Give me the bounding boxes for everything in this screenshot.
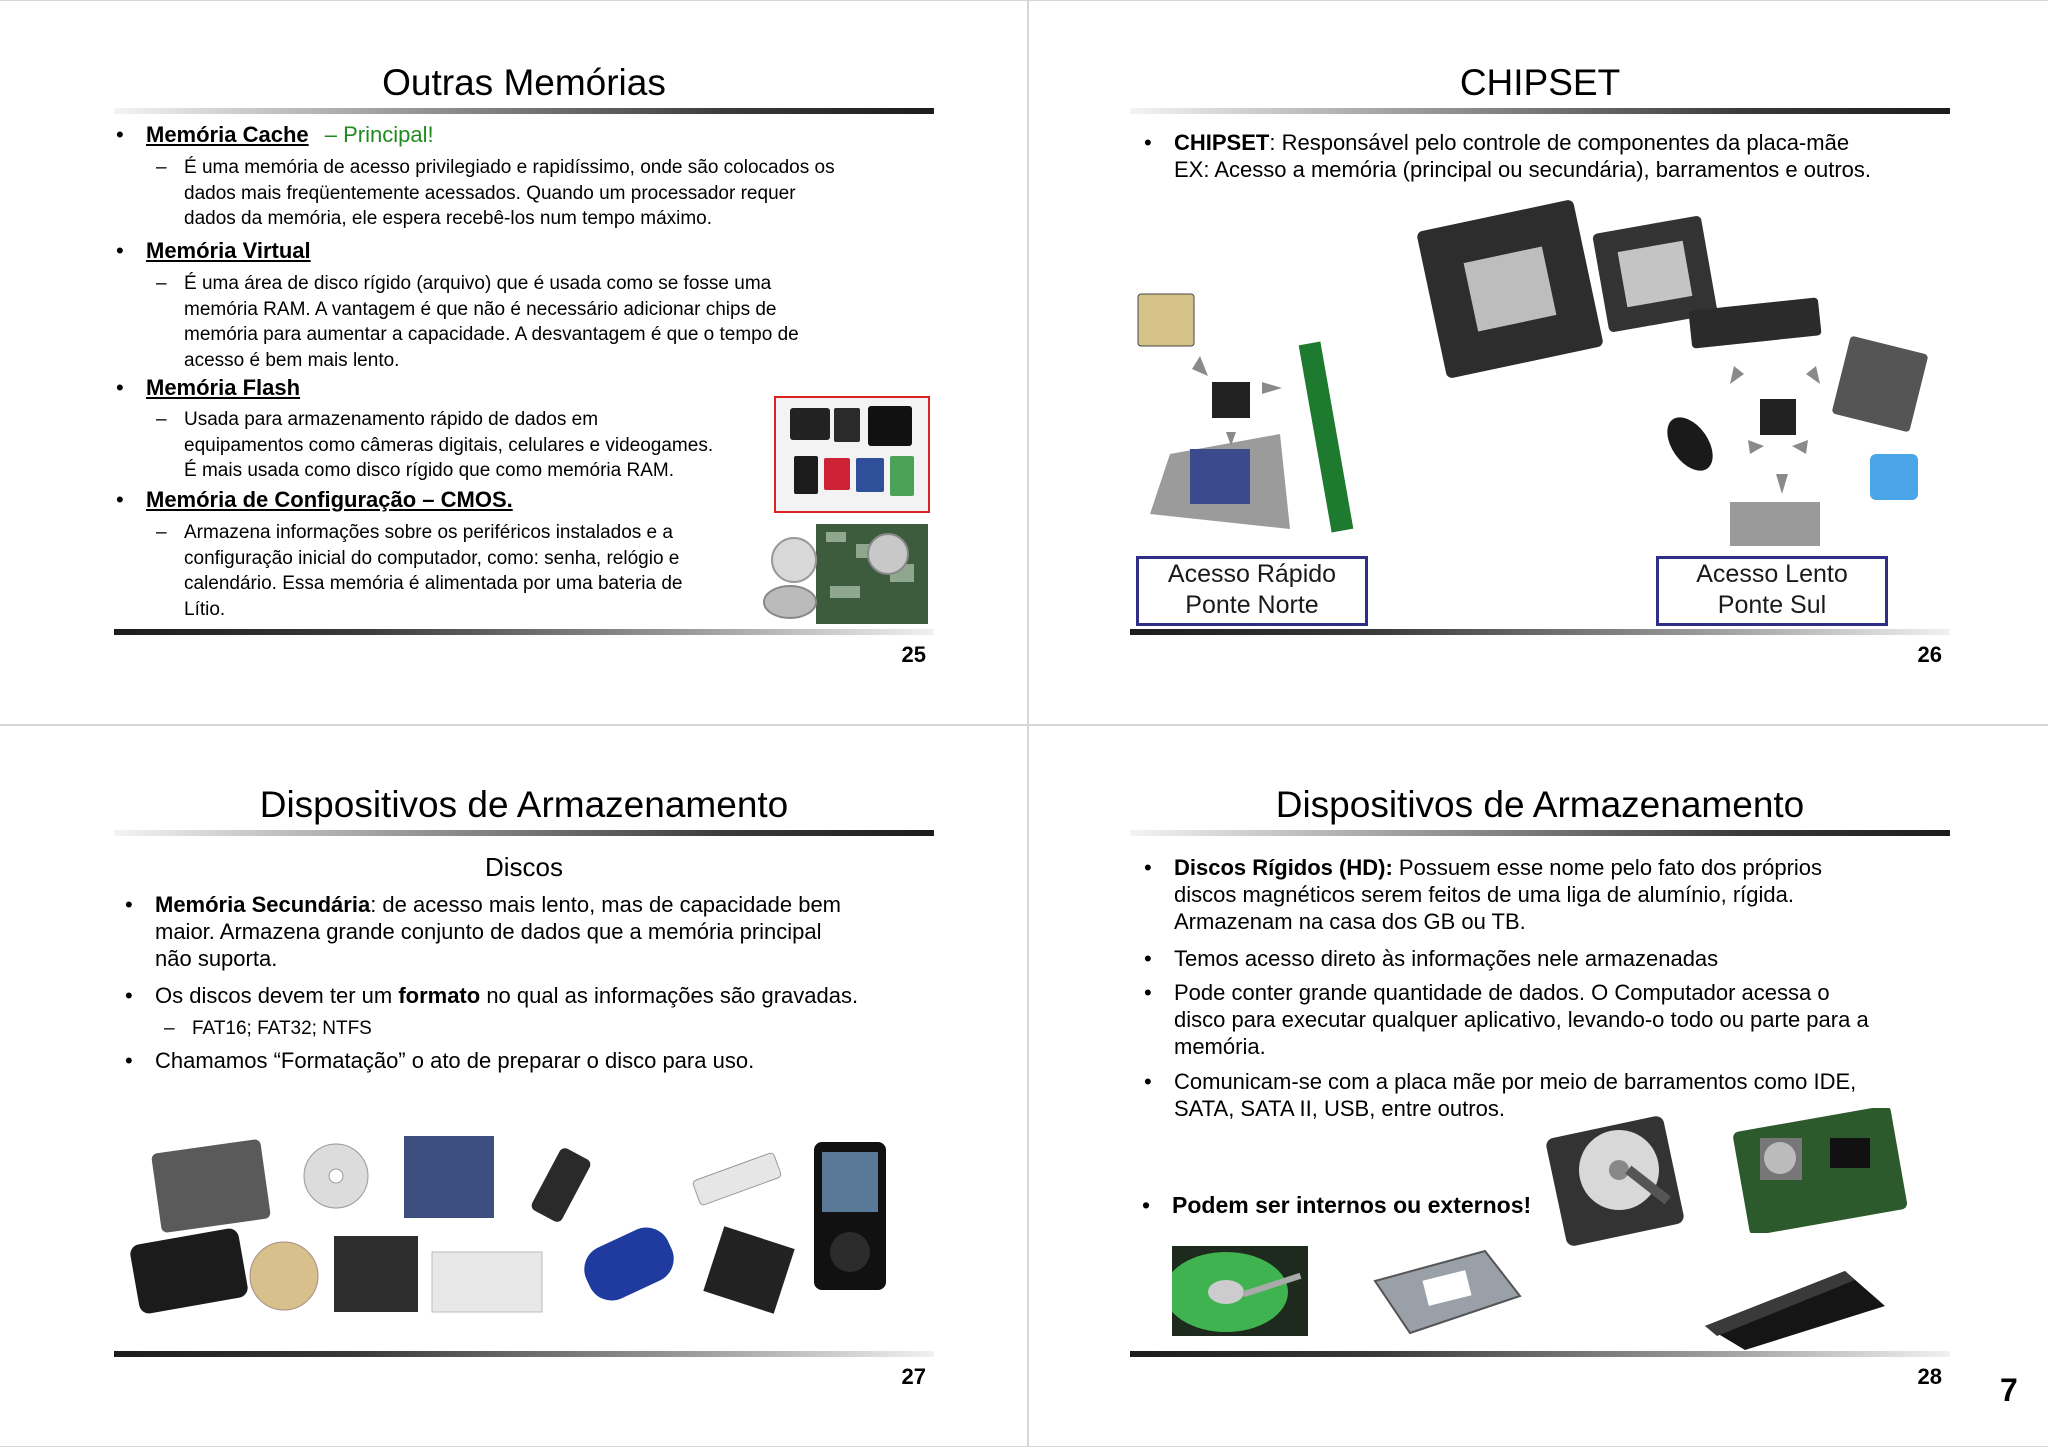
bullet-barramentos: • Comunicam-se com a placa mãe por meio de barramentos como IDE, SATA, SATA II, USB, entre outros.: [1174, 1068, 1974, 1122]
grid-horizontal-divider: [0, 724, 2048, 726]
bullet-chipset: • CHIPSET: Responsável pelo controle de componentes da placa-mãe EX: Acesso a memória (principal ou secundária), barramentos e outros.: [1174, 129, 1974, 183]
north-box-line: Ponte Norte: [1185, 591, 1319, 619]
sub-bullet-filesystems: – FAT16; FAT32; NTFS: [164, 1018, 372, 1039]
bullet-line: Pode conter grande quantidade de dados. O Computador acessa o: [1174, 980, 1830, 1005]
sub-line: memória para aumentar a capacidade. A desvantagem é que o tempo de: [184, 324, 799, 345]
sub-line: Usada para armazenamento rápido de dados em: [184, 409, 599, 430]
sub-line: dados mais freqüentemente acessados. Quando um processador requer: [184, 182, 796, 204]
sub-line: Armazena informações sobre os periféricos instalados e a: [184, 522, 673, 543]
bullet-acesso-direto: • Temos acesso direto às informações nele armazenadas: [1144, 946, 1719, 971]
south-box-line: Ponte Sul: [1717, 591, 1827, 619]
bullet-memoria-flash: • Memória Flash: [116, 375, 301, 400]
sub-bullet-cache: – É uma memória de acesso privilegiado e rapidíssimo, onde são colocados os dados mais freqüentemente acessados. Quando um processador requer dados da memória, ele espera recebê-los num tempo máximo.: [184, 155, 944, 232]
sub-line: equipamentos como câmeras digitais, celulares e videogames.: [184, 434, 714, 456]
sub-line: configuração inicial do computador, como: senha, relógio e: [184, 547, 680, 569]
bullet-internos-externos: • Podem ser internos ou externos!: [1142, 1192, 1532, 1218]
slide-title: Dispositivos de Armazenamento: [259, 784, 789, 825]
bullet-text: no qual as informações são gravadas.: [480, 983, 859, 1008]
bottom-rule: [1130, 629, 1950, 635]
bullet-line: : de acesso mais lento, mas de capacidade bem: [370, 892, 842, 917]
sub-line: Lítio.: [184, 598, 226, 620]
sub-bullet-cmos: – Armazena informações sobre os periféricos instalados e a configuração inicial do computador, como: senha, relógio e calendário. Essa memória é alimentada por uma bateria de Lítio.: [184, 520, 784, 622]
bullet-formatacao: • Chamamos “Formatação” o ato de preparar o disco para uso.: [125, 1048, 755, 1073]
bullet-formato: • Os discos devem ter um formato no qual as informações são gravadas.: [125, 983, 859, 1008]
title-rule: [114, 108, 934, 114]
title-rule: [114, 830, 934, 836]
bullet-heading: Memória de Configuração – CMOS.: [146, 487, 513, 512]
bullet-memoria-secundaria: • Memória Secundária: de acesso mais lento, mas de capacidade bem maior. Armazena grande conjunto de dados que a memória principal não suporta.: [155, 891, 915, 972]
sub-line: dados da memória, ele espera recebê-los num tempo máximo.: [184, 208, 713, 229]
bullet-heading: Memória Flash: [146, 375, 301, 400]
bottom-rule: [1130, 1351, 1950, 1357]
bullet-line: disco para executar qualquer aplicativo, levando-o todo ou parte para a: [1174, 1007, 1869, 1032]
bullet-heading: Memória Cache: [146, 122, 309, 147]
sub-bullet-virtual: – É uma área de disco rígido (arquivo) que é usada como se fosse uma memória RAM. A vantagem é que não é necessário adicionar chips de memória para aumentar a capacidade. A desvantagem é que o tempo de acesso é bem mais lento.: [184, 271, 944, 373]
sub-line: memória RAM. A vantagem é que não é necessário adicionar chips de: [184, 298, 777, 320]
bullet-term: Discos Rígidos (HD):: [1174, 855, 1393, 880]
sub-line: FAT16; FAT32; NTFS: [192, 1018, 372, 1039]
chipset-diagram-image: [1130, 184, 1950, 559]
slide-25: [14, 14, 1014, 724]
bullet-term: Memória Secundária: [155, 892, 371, 917]
external-hd-image: [1695, 1266, 1890, 1351]
cmos-battery-image: [756, 524, 928, 624]
north-bridge-box: [1136, 556, 1368, 626]
bullet-line: SATA, SATA II, USB, entre outros.: [1174, 1096, 1505, 1121]
bullet-line: Armazenam na casa dos GB ou TB.: [1174, 909, 1526, 934]
slide-27: [14, 736, 1014, 1446]
sata-hd-image: [1365, 1241, 1525, 1341]
storage-devices-image: [114, 1126, 924, 1316]
flash-cards-image: [774, 396, 930, 513]
bullet-line: discos magnéticos serem feitos de uma liga de alumínio, rígida.: [1174, 882, 1794, 907]
bullet-text: Os discos devem ter um: [155, 983, 399, 1008]
title-rule: [1130, 108, 1950, 114]
chipset-definition: : Responsável pelo controle de componentes da placa-mãe: [1269, 130, 1850, 155]
slide-number: 27: [901, 1364, 926, 1389]
bullet-text: Podem ser internos ou externos!: [1172, 1192, 1532, 1218]
sub-bullet-flash: – Usada para armazenamento rápido de dados em equipamentos como câmeras digitais, celulares e videogames. É mais usada como disco rígido que como memória RAM.: [184, 407, 804, 484]
bullet-text: Chamamos “Formatação” o ato de preparar o disco para uso.: [155, 1048, 755, 1073]
sub-line: acesso é bem mais lento.: [184, 349, 400, 371]
bullet-line: memória.: [1174, 1034, 1266, 1059]
south-bridge-box: [1656, 556, 1888, 626]
open-hd-image: [1545, 1116, 1695, 1246]
document-page-number: 7: [2000, 1372, 2018, 1408]
bullet-line: não suporta.: [155, 946, 278, 971]
hd-board-image: [1720, 1108, 1920, 1233]
slide-subtitle: Discos: [484, 852, 563, 882]
bullet-memoria-cmos: • Memória de Configuração – CMOS.: [116, 487, 513, 512]
slide-26: [1030, 14, 2030, 724]
bullet-discos-rigidos: • Discos Rígidos (HD): Possuem esse nome pelo fato dos próprios discos magnéticos serem feitos de uma liga de alumínio, rígida. Armazenam na casa dos GB ou TB.: [1174, 854, 1974, 935]
bullet-memoria-cache: • Memória Cache – Principal!: [116, 122, 434, 147]
bullet-text: Temos acesso direto às informações nele armazenadas: [1174, 946, 1719, 971]
chipset-term: CHIPSET: [1174, 130, 1270, 155]
sub-line: É uma área de disco rígido (arquivo) que é usada como se fosse uma: [184, 273, 772, 294]
slide-title: CHIPSET: [1459, 62, 1621, 103]
bullet-term: formato: [398, 983, 481, 1008]
bottom-rule: [114, 629, 934, 635]
bullet-line: Comunicam-se com a placa mãe por meio de barramentos como IDE,: [1174, 1069, 1857, 1094]
bullet-quantidade-dados: • Pode conter grande quantidade de dados. O Computador acessa o disco para executar qualquer aplicativo, levando-o todo ou parte para a memória.: [1174, 979, 1974, 1060]
slide-number: 28: [1917, 1364, 1942, 1389]
chipset-example: EX: Acesso a memória (principal ou secundária), barramentos e outros.: [1174, 157, 1871, 182]
bullet-line: maior. Armazena grande conjunto de dados que a memória principal: [155, 919, 822, 944]
slide-number: 25: [901, 642, 926, 667]
disk-platter-image: [1172, 1246, 1308, 1336]
sub-line: calendário. Essa memória é alimentada por uma bateria de: [184, 573, 683, 594]
sub-line: É mais usada como disco rígido que como memória RAM.: [184, 460, 674, 481]
slide-number: 26: [1917, 642, 1942, 667]
bullet-heading: Memória Virtual: [146, 238, 311, 263]
bullet-suffix: – Principal!: [324, 122, 434, 147]
north-box-line: Acesso Rápido: [1167, 560, 1337, 588]
slide-title: Dispositivos de Armazenamento: [1275, 784, 1805, 825]
slide-title: Outras Memórias: [382, 62, 666, 103]
bullet-memoria-virtual: • Memória Virtual: [116, 238, 311, 263]
south-box-line: Acesso Lento: [1696, 560, 1848, 588]
bottom-rule: [114, 1351, 934, 1357]
slide-28: [1030, 736, 2030, 1446]
title-rule: [1130, 830, 1950, 836]
sub-line: É uma memória de acesso privilegiado e rapidíssimo, onde são colocados os: [184, 157, 835, 178]
bullet-line: Possuem esse nome pelo fato dos próprios: [1392, 855, 1823, 880]
grid-outer-top: [0, 0, 2048, 1]
